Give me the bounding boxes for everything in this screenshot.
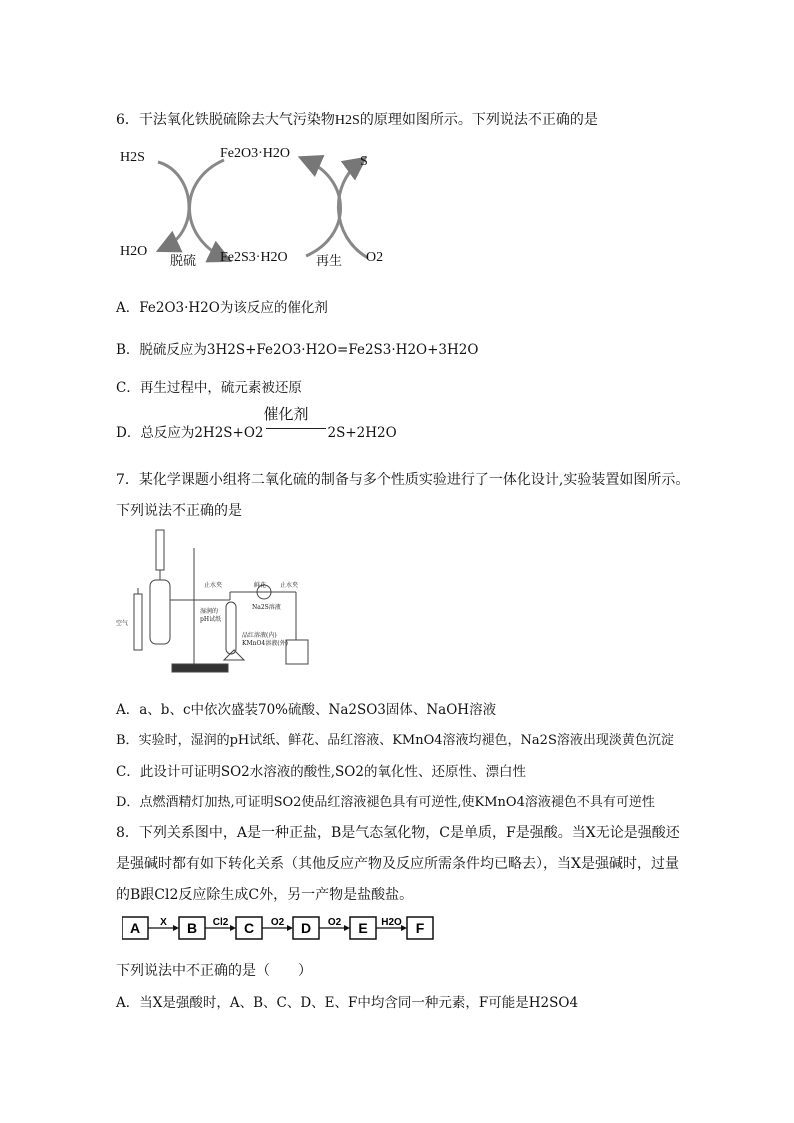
- label-wet: 湿润的: [200, 608, 219, 615]
- flow-box-label: D: [300, 920, 312, 936]
- q6-cycle-diagram: [116, 140, 406, 280]
- flow-box-label: E: [358, 920, 368, 936]
- label-na2s: Na2S溶液: [252, 604, 281, 611]
- label-kmno4: KMnO4溶液(外): [242, 640, 288, 647]
- catalyst-equals: [263, 405, 326, 437]
- label-air: 空气: [116, 620, 129, 627]
- option-label: D．: [116, 795, 140, 810]
- flow-reagent: O2: [270, 917, 285, 928]
- flow-box-label: B: [186, 920, 198, 936]
- flow-reagent: X: [160, 917, 167, 928]
- option-label: C．: [116, 764, 140, 780]
- flow-reagent: H2O: [381, 917, 402, 928]
- option-text: Fe2O3·H2O为该反应的催化剂: [139, 300, 328, 316]
- flow-arrowhead: [230, 925, 236, 931]
- option-text: 再生过程中，硫元素被还原: [139, 380, 302, 396]
- catalyst-label: 催化剂: [263, 405, 309, 423]
- option-label: C．: [116, 380, 140, 396]
- option-label: D．: [116, 425, 141, 441]
- arc-h2s-to-h2o: [158, 162, 189, 248]
- option-text: 总反应为2H2S+O2: [140, 425, 264, 441]
- cycle-regen-label: 再生: [316, 254, 343, 269]
- arc-fe2s3-to-fe2o3: [306, 160, 341, 256]
- q7-apparatus: [116, 528, 310, 678]
- q7-option-b: [116, 729, 674, 748]
- flow-arrowhead: [401, 925, 407, 931]
- option-label: A．: [116, 300, 140, 316]
- option-text: 此设计可证明SO2水溶液的酸性,SO2的氧化性、还原性、漂白性: [139, 764, 526, 780]
- label-ph-paper: pH试纸: [200, 616, 222, 623]
- cycle-fe2s3: Fe2S3·H2O: [220, 250, 288, 265]
- option-label: B．: [116, 342, 140, 358]
- q8-stem-line2: 是强碱时都有如下转化关系（其他反应产物及反应所需条件均已略去），当X是强碱时，过量: [116, 856, 679, 872]
- arc-fe2o3-to-fe2s3: [190, 160, 225, 258]
- q6-option-b: [116, 338, 478, 358]
- option-text: 点燃酒精灯加热,可证明SO2使品红溶液褪色具有可逆性,使KMnO4溶液褪色不具有可逆性: [139, 795, 655, 810]
- q6-option-a: [116, 296, 328, 316]
- q6-stem: [116, 109, 598, 129]
- flow-box-label: C: [243, 920, 255, 936]
- option-label: A．: [116, 995, 140, 1011]
- flow-reagent: O2: [327, 917, 342, 928]
- cycle-desulfur-label: 脱硫: [170, 254, 197, 269]
- label-stopcock-2: 止水夹: [280, 582, 299, 589]
- q8-stem-line3: 的B跟Cl2反应除生成C外，另一产物是盐酸盐。: [116, 887, 414, 903]
- label-stopcock-1: 止水夹: [204, 582, 223, 589]
- option-text: 当X是强酸时，A、B、C、D、E、F中均含同一种元素，F可能是H2SO4: [139, 995, 579, 1011]
- cycle-o2: O2: [366, 250, 384, 265]
- q8-option-a: [116, 991, 578, 1011]
- q6-stem-post: 的原理如图所示。下列说法不正确的是: [359, 112, 598, 128]
- cycle-s: S: [360, 154, 368, 169]
- flow-box-label: A: [129, 920, 141, 936]
- flow-arrowhead: [173, 925, 179, 931]
- option-text: a、b、c中依次盛装70%硫酸、Na2SO3固体、NaOH溶液: [139, 702, 497, 718]
- apparatus-drawing: [120, 528, 310, 678]
- q7-option-d: [116, 791, 655, 810]
- q8-question: 下列说法中不正确的是（ ）: [116, 963, 312, 979]
- q6-stem-pre: 6．干法氧化铁脱硫除去大气污染物: [116, 112, 335, 128]
- q6-option-c: [116, 376, 302, 396]
- option-product: 2S+2H2O: [327, 425, 397, 441]
- cycle-h2s: H2S: [120, 150, 145, 165]
- option-label: A．: [116, 702, 140, 718]
- q6-option-d: [116, 405, 397, 441]
- option-text: 实验时，湿润的pH试纸、鲜花、品红溶液、KMnO4溶液均褪色，Na2S溶液出现淡黄色沉淀: [138, 733, 674, 748]
- flow-box-label: F: [415, 920, 425, 936]
- q7-option-a: [116, 698, 496, 718]
- flow-arrowhead: [287, 925, 293, 931]
- q7-stem-line1: 7．某化学课题小组将二氧化硫的制备与多个性质实验进行了一体化设计,实验装置如图所示。: [116, 472, 690, 488]
- option-text: 脱硫反应为3H2S+Fe2O3·H2O=Fe2S3·H2O+3H2O: [139, 342, 479, 358]
- flow-reagent: Cl2: [212, 917, 229, 928]
- flow-arrowhead: [344, 925, 350, 931]
- q8-stem-line1: 8．下列关系图中，A是一种正盐，B是气态氢化物，C是单质，F是强酸。当X无论是强酸还: [116, 825, 680, 841]
- q7-stem-line2: 下列说法不正确的是: [116, 503, 242, 519]
- flow-svg: [122, 913, 452, 943]
- option-label: B．: [116, 733, 139, 748]
- cycle-fe2o3: Fe2O3·H2O: [220, 146, 290, 161]
- q7-option-c: [116, 760, 526, 780]
- arc-o2-to-s: [338, 162, 368, 258]
- cycle-h2o: H2O: [120, 244, 148, 259]
- label-flower: 鲜花: [254, 582, 267, 589]
- label-pinhong: 品红溶液(内): [242, 632, 277, 639]
- q8-flow-chart: [122, 913, 452, 943]
- q6-stem-species: H2S: [334, 113, 360, 128]
- equals-bar: [266, 428, 326, 429]
